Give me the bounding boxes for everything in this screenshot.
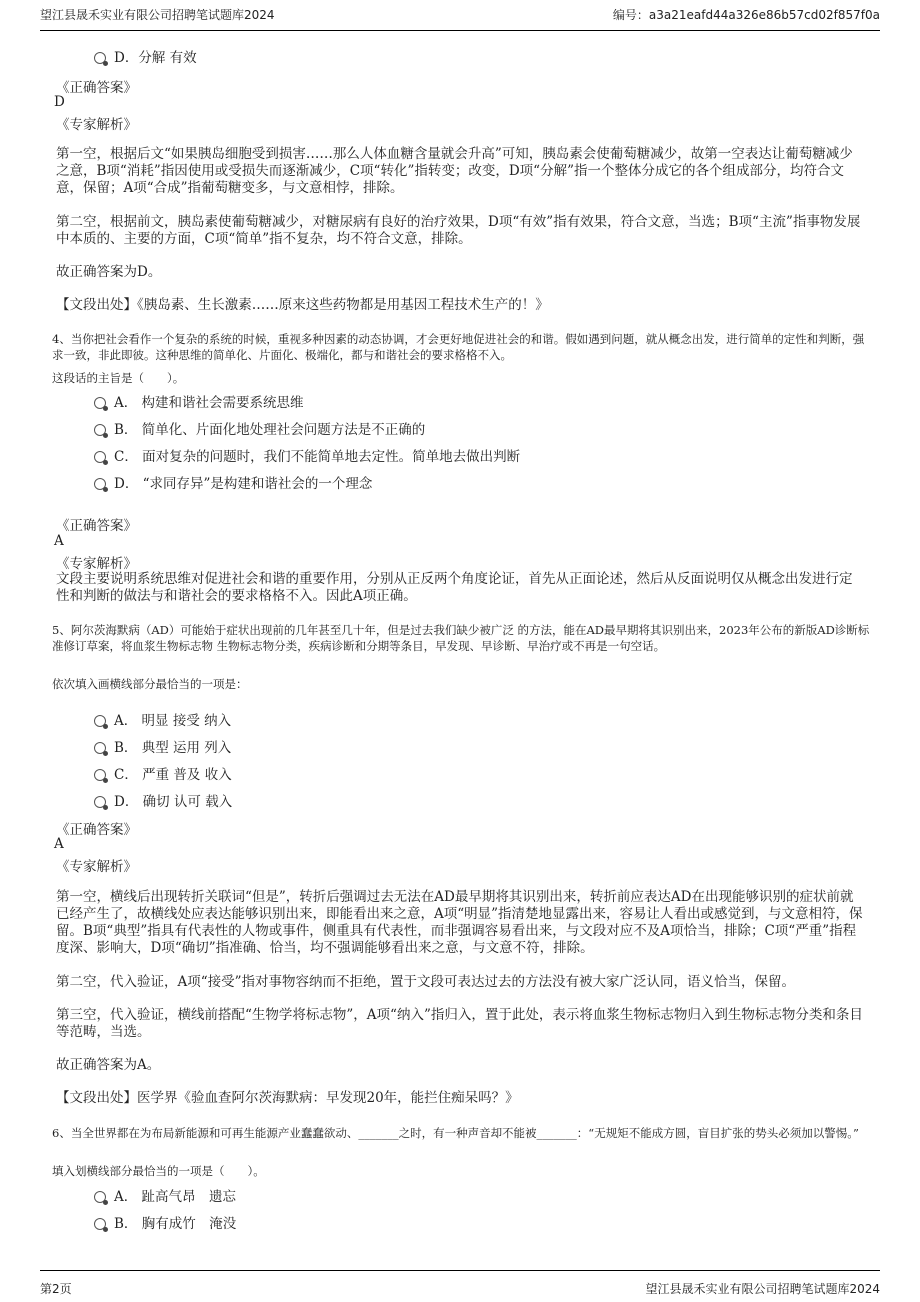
q6-stem: 6、当全世界都在为布局新能源和可再生能源产业蠢蠢欲动、_______之时，有一种声音却不能被_______：“无规矩不能成方圆，盲目扩张的势头必须加以警惕。” <box>52 1126 859 1140</box>
q3-analysis-p1: 第一空，根据后文“如果胰岛细胞受到损害……那么人体血糖含量就会升高”可知，胰岛素会使葡萄糖减少，故第一空表达让葡萄糖减少之意，B项“消耗”指因使用或受损失而逐渐减少，C项“转化”指转变；改变，D项“分解”指一个整体分成它的各个组成部分，均符合文意，保留；A项“合成”指葡萄糖变多，与文意相悖，排除。 <box>56 146 853 196</box>
q5-source: 【文段出处】医学界《验血查阿尔茨海默病：早发现20年，能拦住痴呆吗？》 <box>56 1090 519 1106</box>
q5-analysis-p2: 第二空，代入验证，A项“接受”指对事物容纳而不拒绝，置于文段可表达过去的方法没有被大家广泛认同，语义恰当，保留。 <box>56 974 796 990</box>
header-title: 望江县晟禾实业有限公司招聘笔试题库2024 <box>40 8 275 22</box>
footer-title: 望江县晟禾实业有限公司招聘笔试题库2024 <box>645 1282 880 1296</box>
q4-ask: 这段话的主旨是（ ）。 <box>52 371 185 385</box>
q4-answer: A <box>54 533 64 549</box>
q5-option-c[interactable]: C． 严重 普及 收入 <box>94 763 232 783</box>
q3-answer: D <box>54 94 65 110</box>
page-footer <box>40 1270 880 1297</box>
q5-option-a[interactable]: A． 明显 接受 纳入 <box>94 709 231 729</box>
q4-option-a[interactable]: A． 构建和谐社会需要系统思维 <box>94 391 304 411</box>
q4-option-b[interactable]: B． 简单化、片面化地处理社会问题方法是不正确的 <box>94 418 425 438</box>
q3-option-d[interactable]: D．分解 有效 <box>94 46 197 66</box>
page-number: 第2页 <box>40 1282 72 1296</box>
q4-option-d[interactable]: D． “求同存异”是构建和谐社会的一个理念 <box>94 472 372 492</box>
q6-option-a[interactable]: A． 趾高气昂 遗忘 <box>94 1185 236 1205</box>
q4-analysis-label: 《专家解析》 <box>56 556 137 572</box>
q3-analysis-p2: 第二空，根据前文，胰岛素使葡萄糖减少，对糖尿病有良好的治疗效果，D项“有效”指有效果，符合文意，当选；B项“主流”指事物发展中本质的、主要的方面，C项“简单”指不复杂，均不符合文意，排除。 <box>56 214 861 247</box>
q5-analysis-p1: 第一空，横线后出现转折关联词“但是”，转折后强调过去无法在AD最早期将其识别出来，转折前应表达AD在出现能够识别的症状前就已经产生了，故横线处应表达能够识别出来，即能看出来之意，A项“明显”指清楚地显露出来，容易让人看出或感觉到，与文意相符，保留。B项“典型”指具有代表性的人物或事件，侧重具有代表性，而非强调容易看出来，与文段对应不及A项恰当，排除；C项“严重”指程度深、影响大，D项“确切”指准确、恰当，均不强调能够看出来之意，与文意不符，排除。 <box>56 889 863 956</box>
q4-analysis: 文段主要说明系统思维对促进社会和谐的重要作用，分别从正反两个角度论证，首先从正面论述，然后从反面说明仅从概念出发进行定性和判断的做法与和谐社会的要求格格不入。因此A项正确。 <box>56 571 853 604</box>
radio-icon[interactable] <box>94 424 106 436</box>
q5-stem: 5、阿尔茨海默病（AD）可能始于症状出现前的几年甚至几十年，但是过去我们缺少被广泛 的方法，能在AD最早期将其识别出来，2023年公布的新版AD诊断标准修订草案，将血浆生物标志物 生物标志物分类，疾病诊断和分期等条目，早发现、早诊断、早治疗或不再是一句空话。 <box>52 623 870 653</box>
q3-answer-label: 《正确答案》 <box>56 80 137 96</box>
radio-icon[interactable] <box>94 451 106 463</box>
q3-analysis-p3: 故正确答案为D。 <box>56 264 162 280</box>
q5-analysis-p4: 故正确答案为A。 <box>56 1057 161 1073</box>
radio-icon[interactable] <box>94 1218 106 1230</box>
q5-analysis-p3: 第三空，代入验证，横线前搭配“生物学将标志物”，A项“纳入”指归入，置于此处，表示将血浆生物标志物归入到生物标志物分类和条目等范畴，当选。 <box>56 1007 863 1040</box>
header-serial: 编号：a3a21eafd44a326e86b57cd02f857f0a <box>612 8 880 22</box>
radio-icon[interactable] <box>94 742 106 754</box>
q5-option-d[interactable]: D． 确切 认可 载入 <box>94 790 232 810</box>
q5-analysis-label: 《专家解析》 <box>56 859 137 875</box>
radio-icon[interactable] <box>94 478 106 490</box>
q3-source: 【文段出处】《胰岛素、生长激素……原来这些药物都是用基因工程技术生产的！》 <box>56 297 549 313</box>
page-header <box>40 6 880 31</box>
radio-icon[interactable] <box>94 397 106 409</box>
radio-icon[interactable] <box>94 769 106 781</box>
radio-icon[interactable] <box>94 1191 106 1203</box>
q4-option-c[interactable]: C． 面对复杂的问题时，我们不能简单地去定性。简单地去做出判断 <box>94 445 520 465</box>
q4-stem: 4、当你把社会看作一个复杂的系统的时候，重视多种因素的动态协调，才会更好地促进社会的和谐。假如遇到问题，就从概念出发，进行简单的定性和判断，强求一致，非此即彼。这种思维的简单化、片面化、极端化，都与和谐社会的要求格格不入。 <box>52 332 865 362</box>
q5-answer-label: 《正确答案》 <box>56 822 137 838</box>
q4-answer-label: 《正确答案》 <box>56 518 137 534</box>
q6-ask: 填入划横线部分最恰当的一项是（ ）。 <box>52 1164 265 1178</box>
q6-option-b[interactable]: B． 胸有成竹 淹没 <box>94 1212 236 1232</box>
radio-icon[interactable] <box>94 52 106 64</box>
q5-answer: A <box>54 836 64 852</box>
q3-analysis-label: 《专家解析》 <box>56 117 137 133</box>
radio-icon[interactable] <box>94 715 106 727</box>
radio-icon[interactable] <box>94 796 106 808</box>
q5-option-b[interactable]: B． 典型 运用 列入 <box>94 736 231 756</box>
q5-ask: 依次填入画横线部分最恰当的一项是： <box>52 677 248 691</box>
